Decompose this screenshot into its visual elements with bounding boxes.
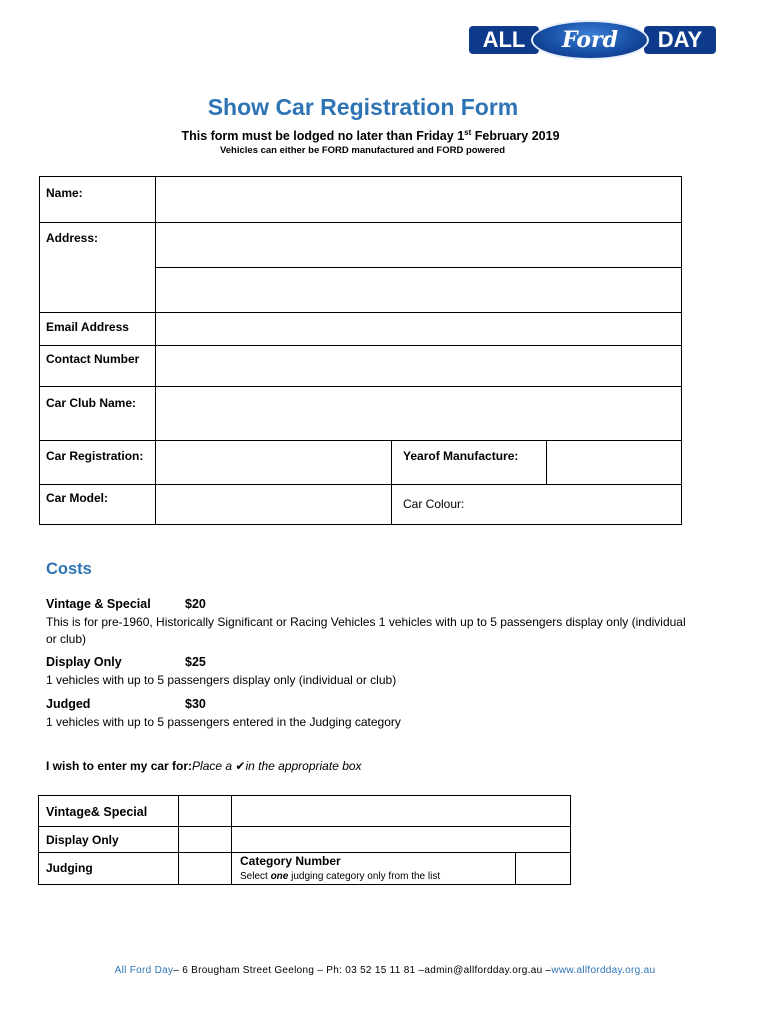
- vintage-special-name: Vintage & Special: [46, 597, 151, 611]
- footer-website-link[interactable]: www.allfordday.org.au: [551, 965, 656, 976]
- contact-number-label: Contact Number: [46, 352, 140, 366]
- entry-instruction: [46, 759, 362, 773]
- page-title: Show Car Registration Form: [207, 94, 519, 120]
- instruction-italic-b: in the appropriate box: [245, 759, 362, 773]
- logo-right-text: DAY: [644, 26, 716, 54]
- contact-number-field[interactable]: [156, 346, 681, 386]
- name-field[interactable]: [156, 177, 681, 222]
- address-line-2-field[interactable]: [156, 268, 681, 312]
- display-only-checkbox[interactable]: [179, 827, 231, 852]
- deadline-pre: This form must be lodged no later than Friday 1: [181, 129, 465, 144]
- logo-middle-text: Ford: [561, 27, 619, 53]
- vintage-special-price: $20: [185, 597, 206, 611]
- name-label: Name:: [46, 186, 83, 200]
- all-ford-day-logo: [469, 20, 716, 60]
- year-of-manufacture-field[interactable]: [547, 441, 681, 484]
- address-line-1-field[interactable]: [156, 223, 681, 267]
- category-number-field[interactable]: [516, 853, 570, 884]
- display-only-option: Display Only: [46, 833, 119, 847]
- category-hint: [240, 871, 440, 882]
- vintage-special-checkbox[interactable]: [179, 796, 231, 826]
- display-only-description: 1 vehicles with up to 5 passengers display only (individual or club): [46, 673, 397, 687]
- vintage-special-option: Vintage& Special: [46, 805, 148, 819]
- display-only-price: $25: [185, 655, 206, 669]
- instruction-bold: I wish to enter my car for:: [46, 759, 193, 773]
- logo-left-text: ALL: [469, 26, 539, 54]
- car-registration-label: Car Registration:: [46, 449, 144, 463]
- category-hint-emphasis: one: [270, 871, 289, 882]
- year-of-manufacture-label: Yearof Manufacture:: [403, 449, 519, 463]
- check-mark-icon: ✔: [235, 759, 246, 773]
- category-hint-pre: Select: [240, 871, 271, 882]
- judged-name: Judged: [46, 697, 91, 711]
- entry-options-table: [38, 795, 571, 885]
- category-hint-post: judging category only from the list: [288, 871, 441, 882]
- deadline-sup: st: [464, 128, 472, 137]
- instruction-italic-a: Place a: [192, 759, 236, 773]
- costs-heading: Costs: [46, 560, 92, 578]
- judged-description: 1 vehicles with up to 5 passengers entered in the Judging category: [46, 715, 401, 729]
- address-label: Address:: [46, 231, 99, 245]
- vintage-special-description: This is for pre-1960, Historically Significant or Racing Vehicles 1 vehicles with up to 5 passengers display only (individual or club): [46, 615, 686, 646]
- ford-oval-icon: [531, 20, 649, 60]
- car-club-field[interactable]: [156, 387, 681, 440]
- category-number-label: Category Number: [240, 854, 341, 868]
- judged-price: $30: [185, 697, 206, 711]
- judging-checkbox[interactable]: [179, 853, 231, 884]
- footer: [0, 965, 770, 976]
- judging-option: Judging: [46, 861, 93, 875]
- car-club-label: Car Club Name:: [46, 396, 137, 410]
- car-model-field[interactable]: [156, 485, 391, 525]
- car-registration-field[interactable]: [156, 441, 391, 484]
- display-only-name: Display Only: [46, 655, 122, 669]
- footer-details: – 6 Brougham Street Geelong – Ph: 03 52 15 11 81 –admin@allfordday.org.au –: [173, 965, 552, 976]
- email-field[interactable]: [156, 313, 681, 345]
- footer-org: All Ford Day: [114, 965, 174, 976]
- car-colour-label: Car Colour:: [403, 497, 465, 511]
- registration-form-table: [39, 176, 682, 525]
- email-label: Email Address: [46, 320, 129, 334]
- deadline-subtitle: [0, 128, 741, 143]
- deadline-post: February 2019: [471, 129, 560, 144]
- car-model-label: Car Model:: [46, 491, 109, 505]
- vehicle-note: Vehicles can either be FORD manufactured and FORD powered: [219, 145, 506, 156]
